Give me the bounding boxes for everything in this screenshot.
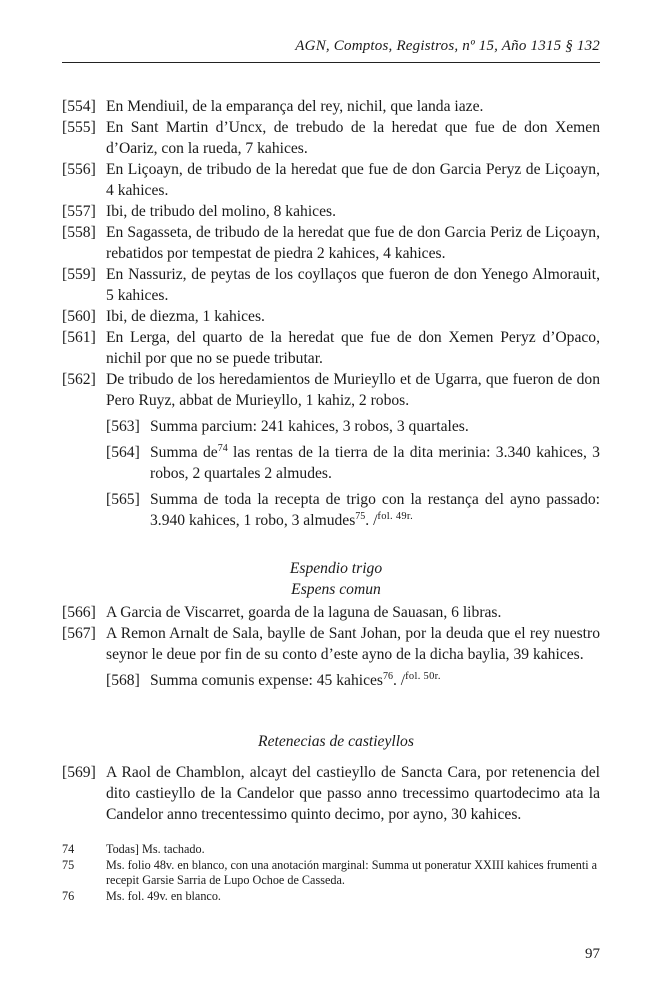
subsection-heading: Espens comun <box>291 581 381 598</box>
entry-number: [557] <box>62 203 96 220</box>
entry-number: [556] <box>62 161 96 178</box>
entry-556 <box>62 159 600 201</box>
entry-561 <box>62 327 600 369</box>
entry-569 <box>62 762 600 825</box>
entry-555 <box>62 117 600 159</box>
entry-number: [566] <box>62 604 96 621</box>
entry-text: En Sagasseta, de tribudo de la heredat que fue de don Garcia Periz de Liçoayn, rebatidos por tempestat de piedra 2 kahices, 4 kahices. <box>106 224 600 262</box>
entry-number: [554] <box>62 98 96 115</box>
folio-marker: fol. 49r. <box>377 510 414 522</box>
entry-text: Ibi, de diezma, 1 kahices. <box>106 308 265 325</box>
footnote-number: 75 <box>62 857 75 872</box>
footnote-text: Todas] Ms. tachado. <box>106 842 205 856</box>
entry-text: A Raol de Chamblon, alcayt del castieyllo de Sancta Cara, por retenencia del dito castieyllo de la Candelor que passo anno trecessimo quartodecimo ata la Candelor anno trecentessimo quinto decimo, por ayno, 30 kahices. <box>106 764 600 823</box>
entry-number: [569] <box>62 764 96 781</box>
entry-number: [561] <box>62 329 96 346</box>
entry-text: Ibi, de tribudo del molino, 8 kahices. <box>106 203 336 220</box>
footnote-ref: 76 <box>383 670 393 682</box>
entry-number: [560] <box>62 308 96 325</box>
entry-text: De tribudo de los heredamientos de Murieyllo et de Ugarra, que fueron de don Pero Ruyz, abbat de Murieyllo, 1 kahiz, 2 robos. <box>106 371 600 409</box>
entry-557 <box>62 201 600 222</box>
entry-559 <box>62 264 600 306</box>
running-header-title: AGN, Comptos, Registros, nº 15, Año 1315 § 132 <box>295 38 600 54</box>
entry-566 <box>62 602 600 623</box>
summa-565 <box>62 489 600 531</box>
header-rule <box>62 62 600 63</box>
footnote-number: 76 <box>62 888 75 903</box>
entry-554 <box>62 96 600 117</box>
footnote <box>62 858 600 889</box>
entry-number: [562] <box>62 371 96 388</box>
entry-text: A Remon Arnalt de Sala, baylle de Sant Johan, por la deuda que el rey nuestro seynor le deue por fin de su conto d’este ayno de la dicha baylia, 39 kahices. <box>106 625 600 663</box>
footnote <box>62 842 600 858</box>
entry-text: Summa comunis expense: 45 kahices <box>150 672 383 689</box>
footnote-text: Ms. folio 48v. en blanco, con una anotación marginal: Summa ut poneratur XXIII kahices frumenti a recepit Garsie Sarria de Lupo Ochoe de Casseda. <box>106 857 598 887</box>
entry-text-cont: . / <box>393 672 406 689</box>
footnotes <box>62 842 600 904</box>
entry-562 <box>62 369 600 411</box>
entry-number: [559] <box>62 266 96 283</box>
entry-text: En Mendiuil, de la emparança del rey, nichil, que landa iaze. <box>106 98 484 115</box>
summa-564 <box>62 442 600 484</box>
entry-text: Summa de <box>150 444 218 461</box>
footnote-ref: 75 <box>355 510 366 522</box>
footnote <box>62 889 600 905</box>
entry-text: Summa parcium: 241 kahices, 3 robos, 3 quartales. <box>150 418 469 435</box>
footnote-text: Ms. fol. 49v. en blanco. <box>106 888 221 903</box>
entry-number: [564] <box>106 444 140 461</box>
entry-560 <box>62 306 600 327</box>
summa-568 <box>62 670 600 691</box>
entry-number: [558] <box>62 224 96 241</box>
entry-text: En Lerga, del quarto de la heredat que fue de don Xemen Peryz d’Opaco, nichil por que no se puede tributar. <box>106 329 600 367</box>
section-heading: Espendio trigo <box>289 560 383 577</box>
entry-number: [563] <box>106 418 140 435</box>
entry-text: En Nassuriz, de peytas de los coyllaços que fueron de don Yenego Almorauit, 5 kahices. <box>106 266 600 304</box>
entry-number: [555] <box>62 119 96 136</box>
entry-text-cont: . / <box>365 512 378 529</box>
entry-text: A Garcia de Viscarret, goarda de la laguna de Sauasan, 6 libras. <box>106 604 502 621</box>
entry-567 <box>62 623 600 665</box>
entry-text: En Sant Martin d’Uncx, de trebudo de la heredat que fue de don Xemen d’Oariz, con la rueda, 7 kahices. <box>106 119 600 157</box>
footnote-ref: 74 <box>217 442 228 454</box>
section-heading: Retenecias de castieyllos <box>258 733 414 750</box>
footnote-number: 74 <box>62 842 75 856</box>
summa-563 <box>62 416 600 437</box>
running-header <box>62 38 600 66</box>
page-number: 97 <box>585 946 600 962</box>
entry-number: [568] <box>106 672 140 689</box>
folio-marker: fol. 50r. <box>405 670 441 682</box>
entry-number: [567] <box>62 625 96 642</box>
main-text <box>62 96 600 825</box>
entry-text: Summa de toda la recepta de trigo con la restança del ayno passado: 3.940 kahices, 1 robo, 3 almudes <box>150 491 600 529</box>
entry-text-cont: las rentas de la tierra de la dita merinia: 3.340 kahices, 3 robos, 2 quartales 2 almudes. <box>150 444 600 482</box>
entry-text: En Liçoayn, de tribudo de la heredat que fue de don Garcia Peryz de Liçoayn, 4 kahices. <box>106 161 600 199</box>
entry-number: [565] <box>106 491 140 508</box>
entry-558 <box>62 222 600 264</box>
